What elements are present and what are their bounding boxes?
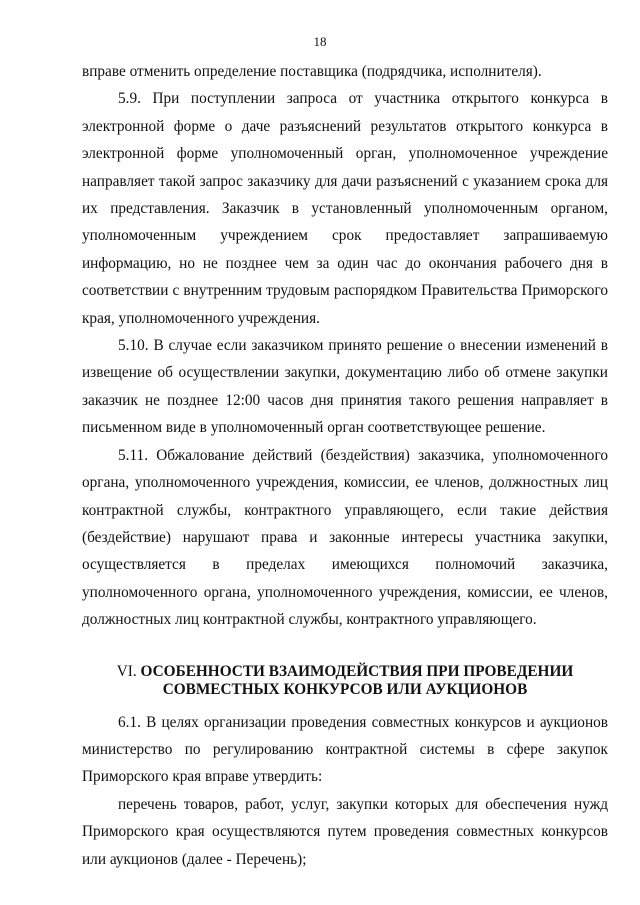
page-number: 18 <box>313 34 327 49</box>
text-line: электронной форме о даче разъяснений результатов открытого конкурса в <box>82 117 608 135</box>
text-line: 6.1. В целях организации проведения совместных конкурсов и аукционов <box>118 713 608 731</box>
text-line: министерство по регулированию контрактной системы в сфере закупок <box>82 740 608 758</box>
text-line: Приморского края вправе утвердить: <box>82 768 323 786</box>
paragraph-list-item <box>82 791 608 873</box>
text-line: или аукционов (далее - Перечень); <box>82 850 307 868</box>
text-line: органа, уполномоченного учреждения, комиссии, ее членов, должностных лиц <box>82 474 608 492</box>
text-line: контрактной службы, контрактного управляющего, если такие действия <box>82 501 608 519</box>
text-line: перечень товаров, работ, услуг, закупки которых для обеспечения нужд <box>118 795 608 813</box>
text-line: их представления. Заказчик в установленный уполномоченным органом, <box>82 200 608 218</box>
paragraph-5-11 <box>82 442 608 634</box>
section-heading <box>82 663 608 699</box>
text-line: Приморского края осуществляются путем проведения совместных конкурсов <box>82 823 608 841</box>
section-heading-line-1 <box>82 663 608 681</box>
paragraph-continuation <box>82 58 608 85</box>
text-line: соответствии с внутренним трудовым распорядком Правительства Приморского <box>82 282 608 300</box>
paragraph-5-9 <box>82 85 608 332</box>
text-line: 5.10. В случае если заказчиком принято решение о внесении изменений в <box>118 337 608 355</box>
section-title-line-1: ОСОБЕННОСТИ ВЗАИМОДЕЙСТВИЯ ПРИ ПРОВЕДЕНИИ <box>140 662 574 680</box>
text-line: электронной форме уполномоченный орган, уполномоченное учреждение <box>82 145 608 163</box>
text-line: уполномоченного органа, уполномоченного учреждения, комиссии, ее членов, <box>82 583 608 601</box>
text-line: письменном виде в уполномоченный орган соответствующее решение. <box>82 419 546 437</box>
paragraph-6-1 <box>82 709 608 791</box>
text-line: информацию, но не позднее чем за один час до окончания рабочего дня в <box>82 254 608 272</box>
text-line: осуществляется в пределах имеющихся полномочий заказчика, <box>82 556 608 574</box>
paragraph-5-10 <box>82 332 608 442</box>
text-line: уполномоченным учреждением срок предоставляет запрашиваемую <box>82 227 608 245</box>
section-numeral: VI. <box>116 662 137 680</box>
text-line: извещение об осуществлении закупки, документацию либо об отмене закупки <box>82 364 608 382</box>
text-line: края, уполномоченного учреждения. <box>82 309 320 327</box>
text-line: направляет такой запрос заказчику для дачи разъяснений с указанием срока для <box>82 172 608 190</box>
text-line: вправе отменить определение поставщика (подрядчика, исполнителя). <box>82 63 542 80</box>
text-line: 5.9. При поступлении запроса от участника открытого конкурса в <box>118 90 608 108</box>
document-body <box>82 58 608 873</box>
text-line: должностных лиц контрактной службы, контрактного управляющего. <box>82 611 537 629</box>
text-line: (бездействие) нарушают права и законные интересы участника закупки, <box>82 528 608 546</box>
section-title-line-2: СОВМЕСТНЫХ КОНКУРСОВ ИЛИ АУКЦИОНОВ <box>162 680 528 698</box>
text-line: 5.11. Обжалование действий (бездействия) заказчика, уполномоченного <box>118 446 608 464</box>
text-line: заказчик не позднее 12:00 часов дня принятия такого решения направляет в <box>82 391 608 409</box>
